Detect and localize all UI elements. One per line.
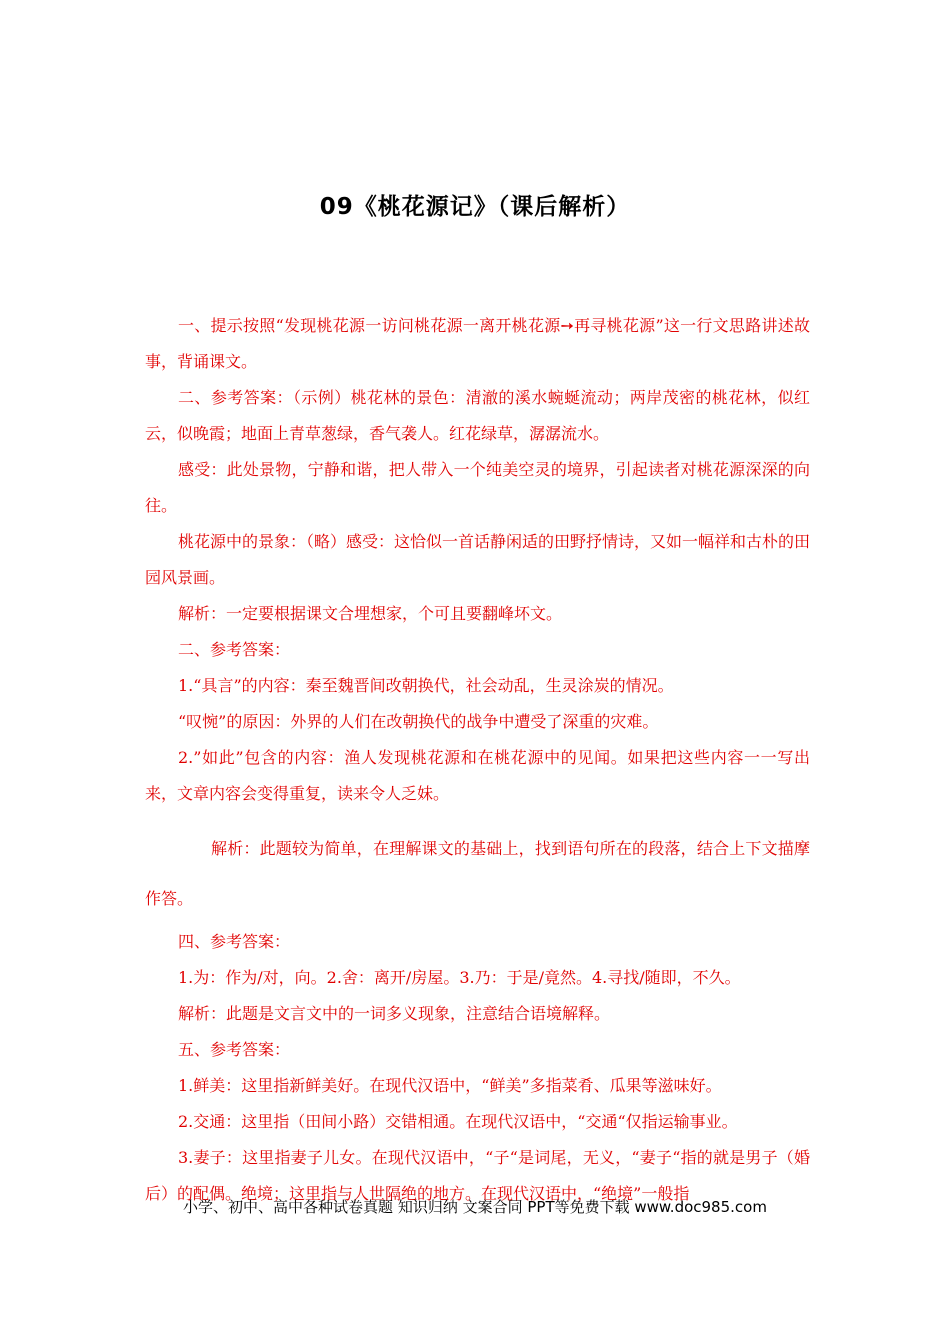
paragraph: 1.“具言”的内容：秦至魏晋间改朝换代，社会动乱，生灵涂炭的情况。 (178, 676, 674, 695)
paragraph: 2.”如此”包含的内容：渔人发现桃花源和在桃花源中的见闻。如果把这些内容一一写出来，文章内容会变得重复，读来令人乏妹。 (145, 748, 810, 803)
paragraph: 二、参考答案：（示例）桃花林的景色：清澈的溪水蜿蜒流动；两岸茂密的桃花林，似红云，似晚霞；地面上青草葱绿，香气袭人。红花绿草，潺潺流水。 (145, 388, 810, 443)
paragraph: 五、参考答案： (178, 1040, 291, 1059)
paragraph: 解析：此题是文言文中的一词多义现象，注意结合语境解释。 (178, 1004, 611, 1023)
paragraph: 解析：此题较为简单，在理解课文的基础上，找到语句所在的段落，结合上下文描摩作答。 (145, 839, 810, 908)
page-title: 09《桃花源记》（课后解析） (319, 194, 631, 220)
paragraph: 2.交通：这里指（田间小路）交错相通。在现代汉语中，“交通“仅指运输事业。 (178, 1112, 738, 1131)
answer-content (145, 308, 810, 1212)
page-footer: 小学、初中、高中各种试卷真题 知识归纳 文案合同 PPT等免费下载 www.doc985.com (183, 1198, 767, 1216)
paragraph: 1.为：作为/对，向。2.舍：离开/房屋。3.乃：于是/竟然。4.寻找/随即，不久。 (178, 968, 741, 987)
paragraph: 解析：一定要根据课文合埋想家，个可且要翻峰坏文。 (178, 604, 563, 623)
paragraph: 1.鲜美：这里指新鲜美好。在现代汉语中，“鲜美”多指菜肴、瓜果等滋味好。 (178, 1076, 722, 1095)
paragraph: 二、参考答案： (178, 640, 291, 659)
paragraph: 3.妻子：这里指妻子儿女。在现代汉语中，“子“是词尾，无义，“妻子“指的就是男子（婚后）的配偶。绝境；这里指与人世隔绝的地方。在现代汉语中，“绝境”一般指 (145, 1148, 810, 1203)
paragraph: 感受：此处景物，宁静和谐，把人带入一个纯美空灵的境界，引起读者对桃花源深深的向往。 (145, 460, 810, 515)
paragraph: 一、提示按照“发现桃花源一访问桃花源一离开桃花源➙再寻桃花源”这一行文思路讲述故事，背诵课文。 (145, 316, 810, 371)
paragraph: “叹惋”的原因：外界的人们在改朝换代的战争中遭受了深重的灾难。 (178, 712, 659, 731)
paragraph: 桃花源中的景象：（略）感受：这恰似一首话静闲适的田野抒情诗，又如一幅祥和古朴的田园风景画。 (145, 532, 811, 587)
paragraph: 四、参考答案： (178, 932, 291, 951)
